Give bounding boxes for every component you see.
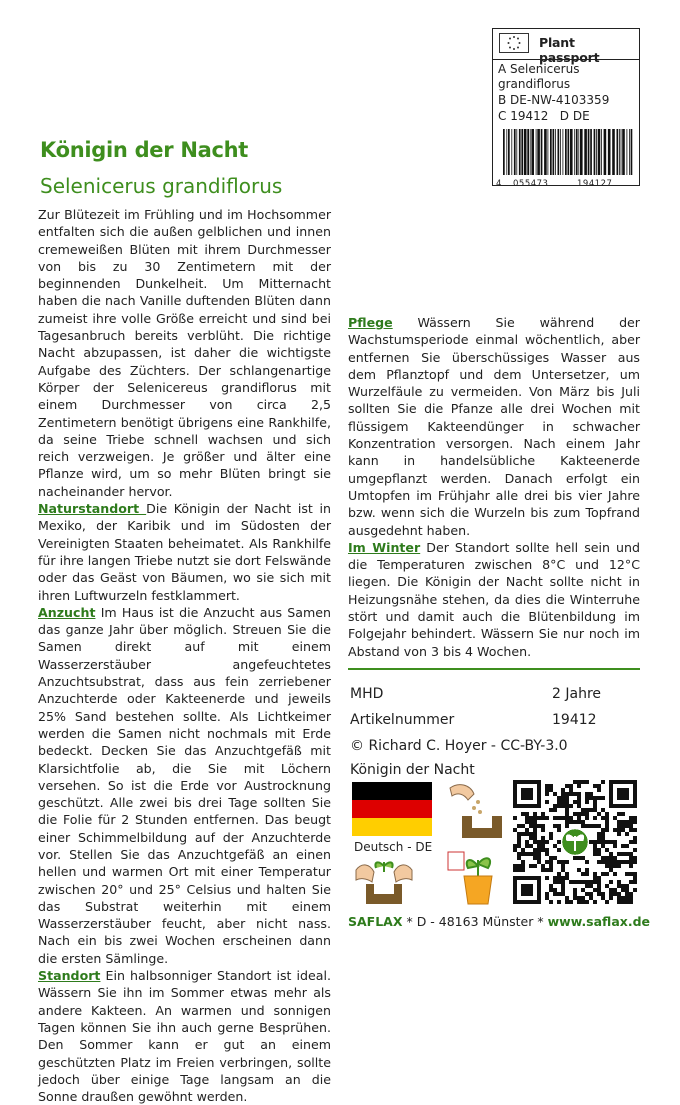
- passport-line-b: B DE-NW-4103359: [498, 93, 610, 107]
- barcode-digit-1: 4: [496, 179, 502, 189]
- text-column-right: [348, 206, 640, 660]
- planting-hands-icon: [352, 852, 416, 906]
- eu-flag-icon: [499, 33, 529, 53]
- page-title: Königin der Nacht: [40, 138, 248, 162]
- pflege-text: Wässern Sie während der Wachstumsperiode einmal wöchentlich, aber entfernen Sie überschüssiges Wasser aus dem Pflanztopf und dem Untersetzer, um Wurzelfäule zu vermeiden. Von März bis Juli sollten Sie die Pfanze alle drei Wochen mit flüssigem Kakteendünger in schwacher Konzentration versorgen. Nach einem Jahr kann in handelsübliche Kakteenerde umgepflanzt werden. Danach erfolgt ein Umtopfen im Frühjahr alle drei bis vier Jahre bzw. wenn sich die Wurzeln bis zum Topfrand ausgedehnt haben.: [348, 315, 640, 538]
- anzucht-text: Im Haus ist die Anzucht aus Samen das ganze Jahr über möglich. Streuen Sie die Samen direkt auf mit einem Wasserzerstäuber angefeuchtetes Anzuchtsubstrat, dass aus fein zerriebener Anzuchterde oder Kakteenerde und jeweils 25% Sand bestehen sollte. Als Lichtkeimer werden die Samen nicht nochmals mit Erde bedeckt. Decken Sie das Anzuchtgefäß mit Klarsichtfolie ab, die Sie mit Löchern versehen. So ist die Erde vor Austrocknung geschützt. Alle zwei bis drei Tage sollten Sie die Folie für 2 Stunden entfernen. Das beugt einer Schimmelbildung auf der Anzuchterde vor. Stellen Sie das Anzuchtgefäß an einen hellen und warmen Ort mit einer Temperatur zwischen 20° und 25° Celsius und halten Sie das Substrat weiterhin mit einem Wasserzerstäuber feucht, aber nicht nass. Nach ein bis zwei Wochen erscheinen dann die ersten Sämlinge.: [38, 604, 331, 966]
- credit-text: © Richard C. Hoyer - CC-BY-3.0: [350, 738, 568, 754]
- pflege-label: Pflege: [348, 315, 393, 330]
- intro-paragraph: Zur Blütezeit im Frühling und im Hochsommer entfalten sich die außen gelblichen und innen cremeweißen Blüten mit ihrem Durchmesser von bis zu 30 Zentimetern mit der beginnenden Dunkelheit. Um Mitternacht haben die nach Vanille duftenden Blüten dann zumeist ihre volle Größe erreicht und sind bei Tagesanbruch bereits verblüht. Die richtige Nacht abzupassen, ist daher die wichtigste Aufgabe des Züchters. Der schlangenartige Körper der Selenicereus grandiflorus mit einem Durchmesser von circa 2,5 Zentimetern benötigt übrigens eine Rankhilfe, da seine Triebe schnell wachsen und sich reich verzweigen. Je größer und älter eine Pflanze wird, um so mehr Blüten bringt sie nacheinander hervor.: [38, 207, 331, 499]
- passport-header: [493, 29, 639, 65]
- winter-label: Im Winter: [348, 539, 421, 555]
- passport-title: Plant passport: [539, 35, 600, 65]
- german-flag-icon: [352, 782, 432, 836]
- standort-paragraph: [38, 967, 331, 1105]
- artikel-label: Artikelnummer: [350, 712, 455, 728]
- standort-label: Standort: [38, 968, 101, 984]
- standort-text: Ein halbsonniger Standort ist ideal. Wässern Sie ihn im Sommer etwas mehr als andere Kakteen. An warmen und sonnigen Tagen können Sie ihn auch gerne Besprühen. Den Sommer kann er gut an einem geschützten Platz im Freien verbringen, sollte jedoch über einige Tage langsam an die Sonne draußen gewöhnt werden.: [38, 968, 331, 1105]
- website-link[interactable]: www.saflax.de: [547, 914, 650, 929]
- mhd-value: 2 Jahre: [552, 686, 601, 702]
- sowing-seeds-icon: [444, 780, 508, 840]
- barcode-digits-3: 194127: [577, 179, 613, 189]
- anzucht-paragraph: [38, 604, 331, 967]
- seedling-pot-icon: [444, 846, 508, 908]
- qr-code[interactable]: [513, 780, 637, 904]
- barcode-digits-2: 055473: [513, 179, 549, 189]
- mhd-label: MHD: [350, 686, 384, 702]
- passport-line-a2: grandiflorus: [498, 77, 571, 91]
- naturstandort-text: Die Königin der Nacht ist in Mexiko, der Karibik und im Südosten der Vereinigten Staaten beheimatet. Als Rankhilfe für ihre langen Triebe nutzt sie dort Felswände oder das Geäst von Bäumen, wo sie sich mit ihren Luftwurzeln festklammert.: [38, 501, 331, 603]
- language-label: Deutsch - DE: [354, 840, 433, 854]
- winter-paragraph: [348, 539, 640, 660]
- passport-line-a1: A Selenicerus: [498, 62, 580, 76]
- plant-passport: [492, 28, 640, 189]
- brand-name: SAFLAX: [348, 914, 403, 929]
- artikel-value: 19412: [552, 712, 597, 728]
- footer-address: * D - 48163 Münster *: [402, 914, 548, 929]
- naturstandort-label: Naturstandort: [38, 501, 147, 517]
- page-subtitle: Selenicerus grandiflorus: [40, 174, 283, 198]
- anzucht-label: Anzucht: [38, 604, 96, 620]
- footer: [348, 914, 650, 929]
- plant-name: Königin der Nacht: [350, 762, 475, 778]
- passport-line-c: C 19412 D DE: [498, 109, 590, 123]
- naturstandort-paragraph: [38, 500, 331, 604]
- barcode: [503, 129, 633, 175]
- standort-continuation-space: [348, 206, 640, 314]
- pflege-paragraph: [348, 314, 640, 539]
- text-column-left: [38, 206, 331, 1105]
- info-divider: [348, 668, 640, 670]
- winter-text: Der Standort sollte hell sein und die Temperaturen zwischen 8°C und 12°C liegen. Die Königin der Nacht sollte nicht in Heizungsnähe stehen, da dies die Winterruhe stört und damit auch die Blütenbildung im Folgejahr behindert. Wässern Sie nur noch im Abstand von 3 bis 4 Wochen.: [348, 539, 641, 659]
